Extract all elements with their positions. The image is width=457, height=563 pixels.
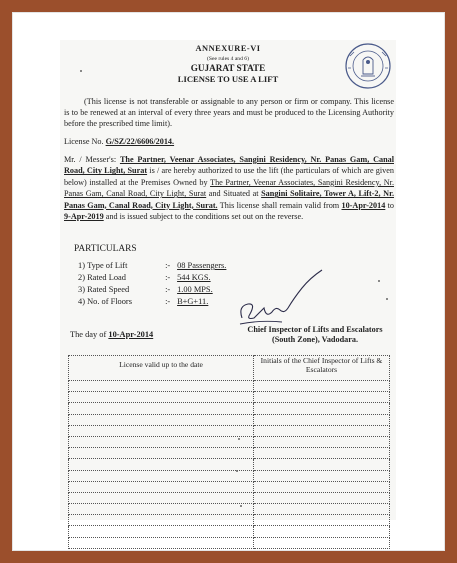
validity-cell xyxy=(69,392,254,403)
row-separator: :- xyxy=(165,285,171,294)
state-heading: GUJARAT STATE xyxy=(190,63,266,73)
validity-cell xyxy=(69,436,254,447)
notice-paragraph: (This license is not transferable or assignable to any person or firm or company. This license is to be renewed at an interval of every three years and must be produced to the Licensing Authority before the prescribed time limit). xyxy=(64,97,394,128)
initials-cell xyxy=(254,448,390,459)
table-row xyxy=(69,392,390,403)
validity-cell xyxy=(69,470,254,481)
validity-cell xyxy=(69,381,254,392)
initials-cell xyxy=(254,492,390,503)
initials-cell xyxy=(254,537,390,548)
rules-reference: (See rules 4 and 6) xyxy=(207,56,249,62)
table-row xyxy=(69,381,390,392)
signatory-title: Chief Inspector of Lifts and Escalators xyxy=(247,325,383,334)
validity-cell xyxy=(69,448,254,459)
row-number: 4) xyxy=(78,297,85,306)
issue-date: 10-Apr-2014 xyxy=(108,330,154,339)
valid-from-date: 10-Apr-2014 xyxy=(341,200,386,210)
license-number: G/SZ/22/6606/2014. xyxy=(105,137,175,146)
table-row xyxy=(69,470,390,481)
situated-text: and Situated at xyxy=(208,189,259,199)
floors-label: No. of Floors xyxy=(87,297,132,306)
initials-cell xyxy=(254,403,390,414)
rated-speed-label: Rated Speed xyxy=(87,285,130,294)
signatory-office: (South Zone), Vadodara. xyxy=(272,335,358,344)
rated-load-value: 544 KGS. xyxy=(177,273,211,282)
addressee-label: Mr. / Messer's: xyxy=(64,155,117,164)
row-number: 1) xyxy=(78,261,85,270)
table-row xyxy=(69,492,390,503)
validity-cell xyxy=(69,504,254,515)
initials-cell xyxy=(254,504,390,515)
initials-cell xyxy=(254,470,390,481)
official-seal-stamp xyxy=(342,42,392,94)
initials-cell xyxy=(254,526,390,537)
row-number: 3) xyxy=(78,285,85,294)
license-number-line xyxy=(64,137,394,148)
authorization-text: is / are hereby authorized to use the lift (the particulars of which are given below) installed at the Premises Owned by xyxy=(64,166,394,187)
row-number: 2) xyxy=(78,273,85,282)
column-header-initials: Initials of the Chief Inspector of Lifts & Escalators xyxy=(254,356,390,381)
validity-cell xyxy=(69,492,254,503)
license-document xyxy=(60,40,396,520)
type-of-lift-value: 08 Passengers. xyxy=(177,261,227,270)
initials-cell xyxy=(254,481,390,492)
initials-cell xyxy=(254,392,390,403)
conditions-text: and is issued subject to the conditions set out on the reverse. xyxy=(105,212,304,222)
table-header-row xyxy=(69,356,390,381)
initials-cell xyxy=(254,436,390,447)
column-header-validity: License valid up to the date xyxy=(69,356,254,381)
validity-cell xyxy=(69,403,254,414)
validity-cell xyxy=(69,414,254,425)
initials-cell xyxy=(254,515,390,526)
table-row xyxy=(69,436,390,447)
license-title: LICENSE TO USE A LIFT xyxy=(177,74,279,84)
table-row xyxy=(69,515,390,526)
table-row xyxy=(69,526,390,537)
issue-date-line xyxy=(70,330,153,341)
validity-cell xyxy=(69,537,254,548)
license-number-label: License No. xyxy=(64,137,104,146)
validity-to-text: to xyxy=(387,200,395,210)
initials-cell xyxy=(254,414,390,425)
validity-text: This license shall remain valid from xyxy=(219,200,340,210)
validity-cell xyxy=(69,515,254,526)
row-separator: :- xyxy=(165,261,171,270)
licensee-name: The Partner, Veenar Associates, Sangini Residency, Nr. Panas Gam, Canal Road, City Light, Surat xyxy=(64,155,394,176)
initials-cell xyxy=(254,425,390,436)
particulars-heading: PARTICULARS xyxy=(74,244,137,254)
rated-speed-value: 1.00 MPS. xyxy=(177,285,213,294)
table-row xyxy=(69,414,390,425)
premises-owner: The Partner, Veenar Associates, Sangini Residency, Nr. Panas Gam, Canal Road, City Light, Surat xyxy=(64,177,394,199)
validity-cell xyxy=(69,459,254,470)
type-of-lift-label: Type of Lift xyxy=(87,261,128,270)
table-row xyxy=(69,459,390,470)
renewal-table xyxy=(68,355,390,549)
validity-cell xyxy=(69,425,254,436)
day-label: The day of xyxy=(70,330,107,339)
row-separator: :- xyxy=(165,273,171,282)
table-row xyxy=(69,425,390,436)
signatory-block xyxy=(236,325,394,345)
initials-cell xyxy=(254,381,390,392)
rated-load-label: Rated Load xyxy=(87,273,126,282)
validity-cell xyxy=(69,481,254,492)
table-row xyxy=(69,537,390,548)
lift-site-address: Sangini Solitaire, Tower A, Lift-2, Nr. Panas Gam, Canal Road, City Light, Surat. xyxy=(64,189,395,210)
table-row xyxy=(69,481,390,492)
validity-cell xyxy=(69,526,254,537)
floors-value: B+G+11. xyxy=(177,297,209,306)
table-row xyxy=(69,504,390,515)
valid-to-date: 9-Apr-2019 xyxy=(64,212,104,222)
initials-cell xyxy=(254,459,390,470)
authorization-paragraph xyxy=(64,154,394,222)
table-row xyxy=(69,448,390,459)
row-separator: :- xyxy=(165,297,171,306)
annexure-heading: ANNEXURE-VI xyxy=(195,44,261,53)
table-row xyxy=(69,403,390,414)
handwritten-signature xyxy=(230,268,330,330)
